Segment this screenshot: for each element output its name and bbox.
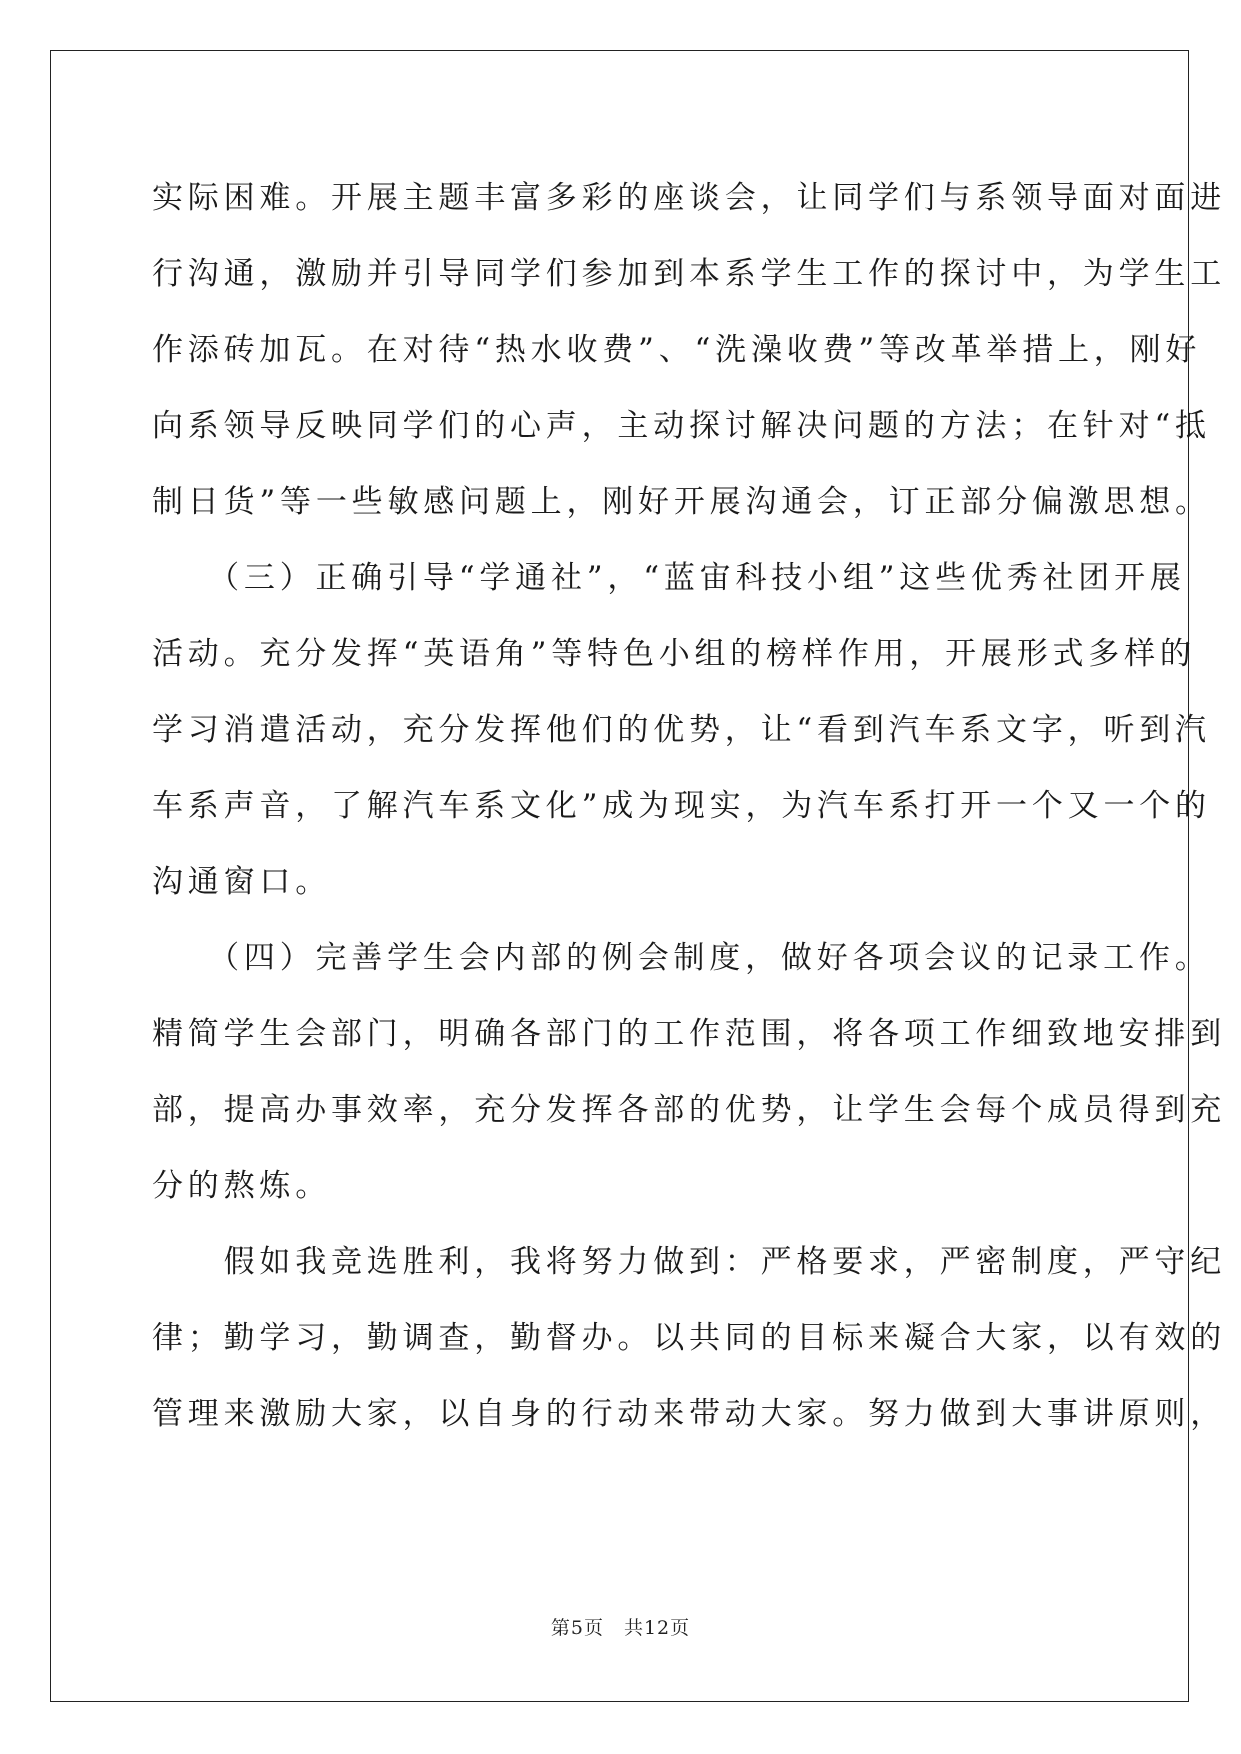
text-line: （四）完善学生会内部的例会制度，做好各项会议的记录工作。	[152, 940, 1211, 976]
text-line: 假如我竞选胜利，我将努力做到：严格要求，严密制度，严守纪	[152, 1244, 1226, 1280]
paragraph-text	[152, 160, 1226, 1452]
text-line: 作添砖加瓦。在对待“热水收费”、“洗澡收费”等改革举措上，刚好	[152, 332, 1202, 368]
text-line: 行沟通，激励并引导同学们参加到本系学生工作的探讨中，为学生工	[152, 256, 1226, 292]
text-line: 制日货”等一些敏感问题上，刚好开展沟通会，订正部分偏激思想。	[152, 484, 1211, 520]
text-line: 沟通窗口。	[152, 864, 331, 900]
text-line: 分的熬炼。	[152, 1168, 331, 1204]
text-line: 实际困难。开展主题丰富多彩的座谈会，让同学们与系领导面对面进	[152, 180, 1226, 216]
text-line: 学习消遣活动，充分发挥他们的优势，让“看到汽车系文字，听到汽	[152, 712, 1211, 748]
document-body	[152, 160, 1226, 1452]
text-line: 部，提高办事效率，充分发挥各部的优势，让学生会每个成员得到充	[152, 1092, 1226, 1128]
text-line: （三）正确引导“学通社”，“蓝宙科技小组”这些优秀社团开展	[152, 560, 1186, 596]
text-line: 精简学生会部门，明确各部门的工作范围，将各项工作细致地安排到	[152, 1016, 1226, 1052]
page-number-footer: 第5页 共12页	[550, 1617, 691, 1639]
text-line: 律；勤学习，勤调查，勤督办。以共同的目标来凝合大家，以有效的	[152, 1320, 1226, 1356]
text-line: 向系领导反映同学们的心声，主动探讨解决问题的方法；在针对“抵	[152, 408, 1211, 444]
text-line: 车系声音，了解汽车系文化”成为现实，为汽车系打开一个又一个的	[152, 788, 1211, 824]
text-line: 活动。充分发挥“英语角”等特色小组的榜样作用，开展形式多样的	[152, 636, 1196, 672]
text-line: 管理来激励大家，以自身的行动来带动大家。努力做到大事讲原则，	[152, 1396, 1226, 1432]
